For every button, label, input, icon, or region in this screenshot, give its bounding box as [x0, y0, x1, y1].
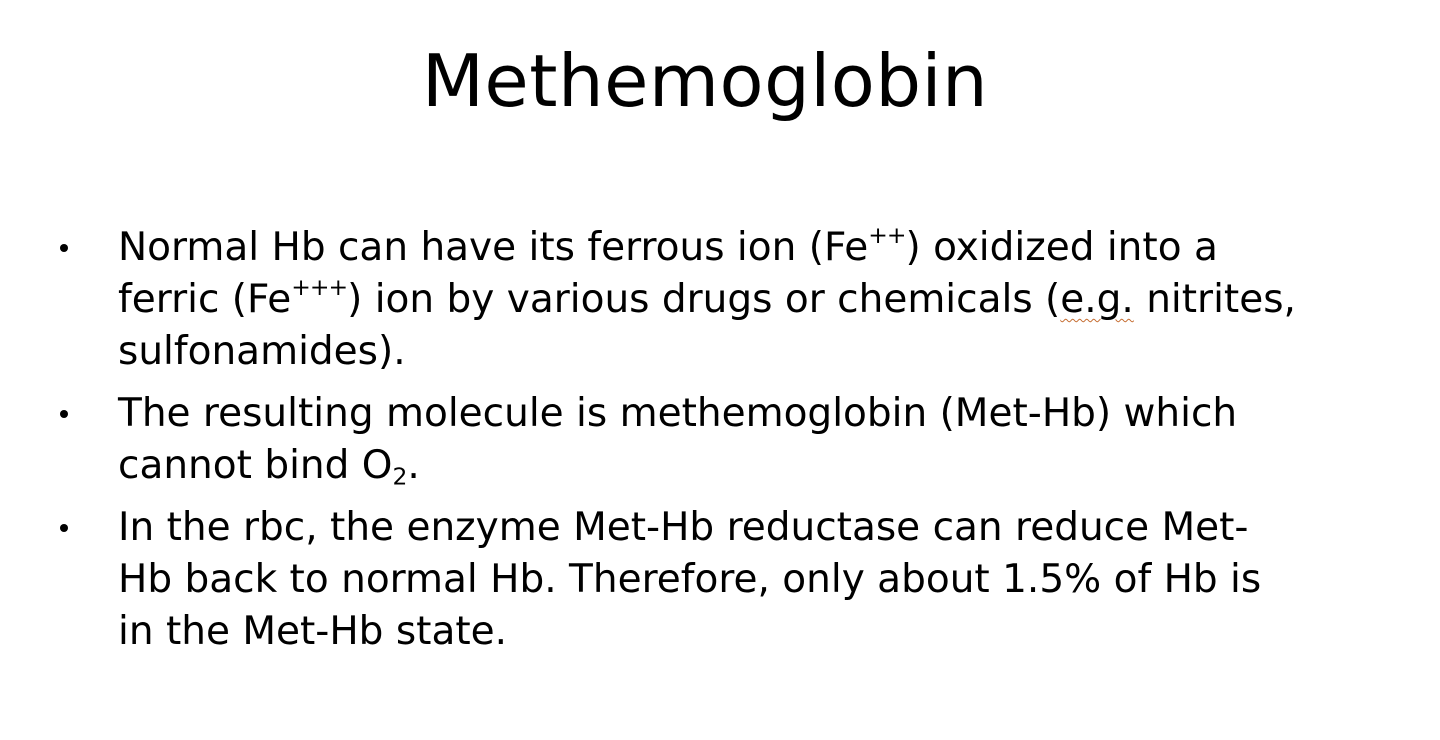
bullet-line: [118, 326, 1352, 378]
bullet-item: [52, 388, 1352, 492]
text-run: in the Met-Hb state.: [118, 609, 508, 654]
bullet-line: [118, 606, 1352, 658]
bullet-item: [52, 222, 1352, 378]
text-run: Normal Hb can have its ferrous ion (Fe: [118, 225, 869, 270]
text-run: In the rbc, the enzyme Met-Hb reductase can reduce Met-: [118, 505, 1249, 550]
superscript: ++: [868, 220, 906, 249]
text-run: cannot bind O: [118, 443, 393, 488]
text-run: nitrites,: [1133, 277, 1296, 322]
text-run: ) oxidized into a: [905, 225, 1218, 270]
text-run: ) ion by various drugs or chemicals (: [347, 277, 1061, 322]
bullet-line: [118, 502, 1352, 554]
text-run: Hb back to normal Hb. Therefore, only about 1.5% of Hb is: [118, 557, 1262, 602]
bullet-line: [118, 222, 1352, 274]
bullet-dot-icon: [60, 410, 68, 418]
text-run: sulfonamides).: [118, 329, 406, 374]
superscript: +++: [291, 272, 348, 301]
bullet-line: [118, 274, 1352, 326]
subscript: 2: [392, 462, 408, 491]
bullet-line: [118, 388, 1352, 440]
text-run: The resulting molecule is methemoglobin (Met-Hb) which: [118, 391, 1238, 436]
bullet-list: [52, 222, 1352, 668]
bullet-dot-icon: [60, 244, 68, 252]
text-run: .: [407, 443, 420, 488]
bullet-item: [52, 502, 1352, 658]
slide-title: Methemoglobin: [421, 39, 989, 123]
bullet-line: [118, 554, 1352, 606]
text-run: ferric (Fe: [118, 277, 292, 322]
bullet-dot-icon: [60, 524, 68, 532]
spellcheck-underlined-word: e.g.: [1060, 277, 1134, 322]
bullet-line: [118, 440, 1352, 492]
